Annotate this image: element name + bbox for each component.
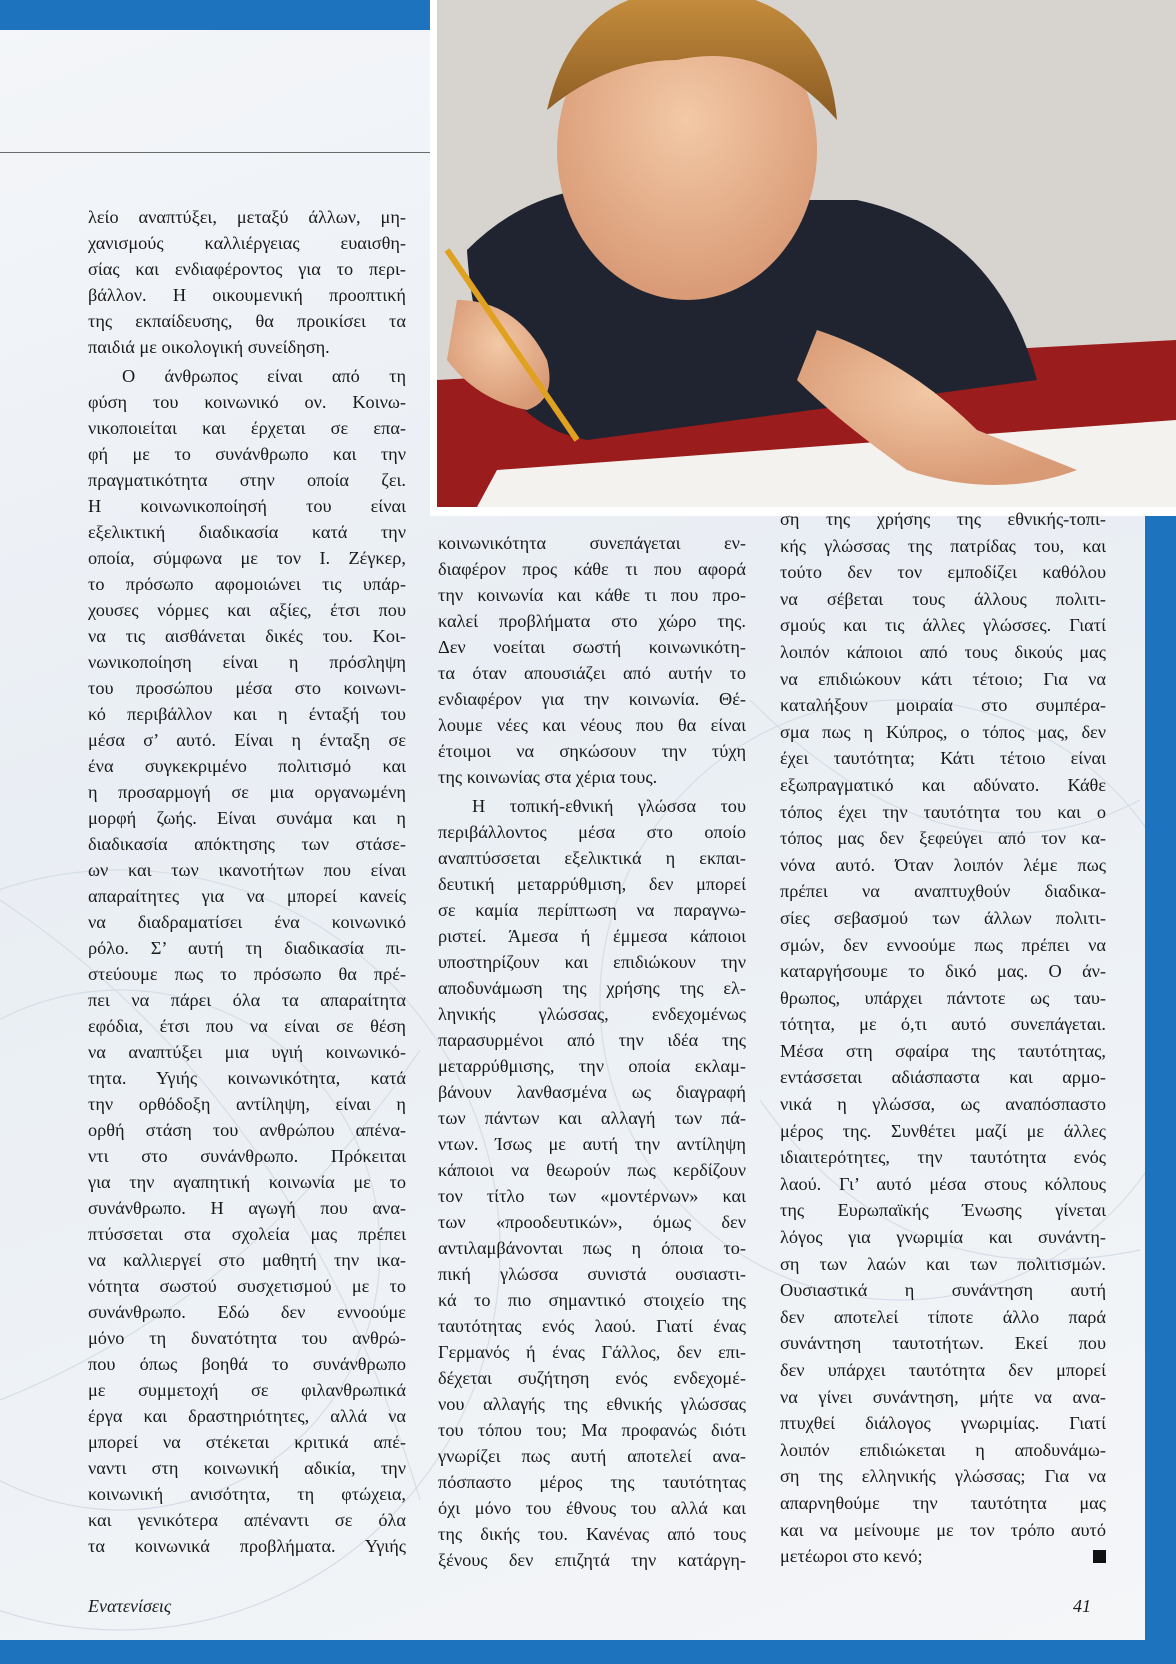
text-line: φή με το συνάνθρωπο και την [88,444,406,464]
text-line: ντων. Ίσως με αυτή την αντίληψη [438,1134,746,1154]
text-line: απαρνηθούμε την ταυτότητα μας [780,1492,1106,1513]
text-line: τότητα, με ό,τι αυτό συνεπάγεται. [780,1014,1106,1035]
text-line: να καλλιεργεί στο μαθητή την ικα- [88,1250,406,1270]
text-line: ταυτότητας ενός λαού. Γιατί ένας [438,1316,746,1336]
text-line: των πάντων και αλλαγή των πά- [438,1108,746,1128]
text-line: αναπτύσσεται εξελικτικά η εκπαι- [438,848,746,868]
text-line: δευτική μεταρρύθμιση, δεν μπορεί [438,874,746,894]
paragraph [438,530,746,790]
text-line: χουσες νόρμες και αξίες, έτσι που [88,600,406,620]
text-line: Ουσιαστικά η συνάντηση αυτή [780,1280,1106,1301]
text-line: να αναπτύξει μια υγιή κοινωνικό- [88,1042,406,1062]
text-line: τούτο δεν τον εμποδίζει καθόλου [780,562,1106,583]
text-line: ναντι στη κοινωνική αδικία, την [88,1458,406,1478]
bottom-accent-bar [0,1640,1176,1664]
text-line: διαφέρον προς κάθε τι που αφορά [438,559,746,579]
text-line: εφόδια, έτσι που να είναι σε θέση [88,1016,406,1036]
text-line: και να μείνουμε με τον τρόπο αυτό [780,1519,1106,1540]
text-line: εντάσσεται αδιάσπαστα και αρμο- [780,1067,1106,1088]
article-column-1 [88,204,406,1562]
text-line: τα κοινωνικά προβλήματα. Υγιής [88,1536,406,1556]
text-line: σμών, δεν εννοούμε πως πρέπει να [780,934,1106,955]
text-line: για την αγαπητική κοινωνία με το [88,1172,406,1192]
text-line: νόνα αυτό. Όταν λοιπόν λέμε πως [780,854,1106,875]
text-line: νωνικοποίηση είναι η πρόσληψη [88,652,406,672]
text-line: να επιδιώκουν κάτι τέτοιο; Για να [780,668,1106,689]
text-line: μπορεί να στέκεται κριτικά απέ- [88,1432,406,1452]
text-line: εξωπραγματικό και αδύνατο. Κάθε [780,774,1106,795]
text-line: δεν αποτελεί τίποτε άλλο παρά [780,1306,1106,1327]
text-line: υποστηρίζουν και επιδιώκουν την [438,952,746,972]
text-line: ορθή στάση του ανθρώπου απένα- [88,1120,406,1140]
end-of-article-mark-icon [1093,1550,1106,1563]
text-line: ρόλο. Σ’ αυτή τη διαδικασία πι- [88,938,406,958]
text-line: ση της χρήσης της εθνικής-τοπι- [780,509,1106,529]
paragraph [88,204,406,360]
publication-name: Ενατενίσεις [88,1596,172,1616]
text-line: νου αλλαγής της εθνικής γλώσσας [438,1394,746,1414]
text-line: την ορθόδοξη αντίληψη, είναι η [88,1094,406,1114]
article-photo [437,0,1176,507]
text-line: θρωπος, υπάρχει πάντοτε ως ταυ- [780,987,1106,1008]
text-line: σμούς και τις άλλες γλώσσες. Γιατί [780,615,1106,636]
text-line: μόνο τη δυνατότητα του ανθρώ- [88,1328,406,1348]
text-line: τόπος μας δεν ξεφεύγει από τον κα- [780,828,1106,849]
text-line: κής γλώσσας της πατρίδας του, και [780,535,1106,556]
text-line: έργα και δραστηριότητες, αλλά να [88,1406,406,1426]
text-line: σε καμία περίπτωση να παραγνω- [438,900,746,920]
article-column-2 [438,530,746,1576]
text-line: να τις αισθάνεται δικές του. Κοι- [88,626,406,646]
text-line: ων και των ικανοτήτων που είναι [88,860,406,880]
text-line: πραγματικότητα στην οποία ζει. [88,470,406,490]
text-line: ένα συγκεκριμένο πολιτισμό και [88,756,406,776]
text-line: χανισμούς καλλιέργειας ευαισθη- [88,233,406,253]
text-line: τον τίτλο των «μοντέρνων» και [438,1186,746,1206]
text-line: τόπος έχει την ταυτότητα του και ο [780,801,1106,822]
text-line: πρέπει να αναπτυχθούν διαδικα- [780,881,1106,902]
text-line: ιδιαιτερότητες, την ταυτότητα ενός [780,1147,1106,1168]
text-line: κάποιοι να θεωρούν πως κερδίζουν [438,1160,746,1180]
text-line: της δικής του. Κανένας από τους [438,1524,746,1544]
text-line: λόγος για γνωριμία και συνάντη- [780,1227,1106,1248]
text-line: καταργήσουμε το δικό μας. Ο άν- [780,961,1106,982]
text-line: περιβάλλοντος μέσα στο οποίο [438,822,746,842]
text-line: την κοινωνία και κάθε τι που προ- [438,585,746,605]
text-line: Δεν νοείται σωστή κοινωνικότη- [438,637,746,657]
text-line: καταλήξουν μοιραία στο συμπέρα- [780,695,1106,716]
text-line: δέχεται συζήτηση ενός ενδεχομέ- [438,1368,746,1388]
text-line: λείο αναπτύξει, μεταξύ άλλων, μη- [88,207,406,227]
text-line: πτυχθεί διάλογος γνωριμίας. Γιατί [780,1413,1106,1434]
text-line: συνάνθρωπο. Εδώ δεν εννοούμε [88,1302,406,1322]
text-line: συνάντηση ταυτοτήτων. Εκεί που [780,1333,1106,1354]
paragraph [438,793,746,1573]
text-line: μέσα σ’ αυτό. Είναι η ένταξη σε [88,730,406,750]
text-line: όχι μόνο του έθνους του αλλά και [438,1498,746,1518]
text-line: του τόπου του; Μα προφανώς διότι [438,1420,746,1440]
text-line: βάλλον. Η οικουμενική προοπτική [88,285,406,305]
text-line: των «προοδευτικών», όμως δεν [438,1212,746,1232]
text-line: εξελικτική διαδικασία κατά την [88,522,406,542]
text-line: αντιλαμβάνονται πως η όποια το- [438,1238,746,1258]
text-line: της Ευρωπαϊκής Ένωσης γίνεται [780,1200,1106,1221]
text-line: ριστεί. Άμεσα ή έμμεσα κάποιοι [438,926,746,946]
text-line: αποδυνάμωση της χρήσης της ελ- [438,978,746,998]
text-line: τητα. Υγιής κοινωνικότητα, κατά [88,1068,406,1088]
text-line: στεύουμε πως το πρόσωπο θα πρέ- [88,964,406,984]
text-line: το πρόσωπο αφομοιώνει τις υπάρ- [88,574,406,594]
text-line: Η κοινωνικοποίησή του είναι [88,496,406,516]
text-line: σμα πως η Κύπρος, ο τόπος μας, δεν [780,721,1106,742]
text-line: μέρος της. Συνθέτει μαζί με άλλες [780,1120,1106,1141]
right-accent-strip [1145,516,1176,1664]
text-line: να σέβεται τους άλλους πολιτι- [780,588,1106,609]
text-line: πόσπαστο μέρος της ταυτότητας [438,1472,746,1492]
text-line: και γενικότερα απέναντι σε όλα [88,1510,406,1530]
text-line: συνάνθρωπο. Η αγωγή που ανα- [88,1198,406,1218]
text-line: απαραίτητες για να μπορεί κανείς [88,886,406,906]
text-line: λοιπόν κάποιοι από τους δικούς μας [780,641,1106,662]
text-line: ση των λαών και των πολιτισμών. [780,1253,1106,1274]
page-number: 41 [1073,1596,1091,1616]
text-line: Ο άνθρωπος είναι από τη [122,366,406,386]
text-line: ντι στο συνάνθρωπο. Πρόκειται [88,1146,406,1166]
text-line: κά το πιο σημαντικό στοιχείο της [438,1290,746,1310]
text-line: του προσώπου μέσα στο κοινωνι- [88,678,406,698]
paragraph [88,363,406,1559]
text-line: κοινωνική ανισότητα, τη φτώχεια, [88,1484,406,1504]
text-line: Η τοπική-εθνική γλώσσα του [472,796,746,816]
text-line: λοιπόν επιδιώκεται η αποδυνάμω- [780,1439,1106,1460]
text-line: πει να πάρει όλα τα απαραίτητα [88,990,406,1010]
text-line: νικά η γλώσσα, ως αναπόσπαστο [780,1094,1106,1115]
text-line: έτοιμοι να σηκώσουν την τύχη [438,741,746,761]
text-line: με συμμετοχή σε φιλανθρωπικά [88,1380,406,1400]
text-line: νότητα σωστού συσχετισμού με το [88,1276,406,1296]
text-line: Μέσα στη σφαίρα της ταυτότητας, [780,1040,1106,1061]
text-line: παρασυρμένοι από την ιδέα της [438,1030,746,1050]
text-line: της κοινωνίας στα χέρια τους. [438,767,658,787]
text-line: ληνικής γλώσσας, ενδεχομένως [438,1004,746,1024]
text-line: ξένους δεν επιζητά την κατάργη- [438,1550,746,1570]
text-line: σίας και ενδιαφέροντος για το περι- [88,259,406,279]
text-line: πική γλώσσα συνιστά ουσιαστι- [438,1264,746,1284]
text-line: σίες σεβασμού των άλλων πολιτι- [780,907,1106,928]
text-line: που όπως βοηθά το συνάνθρωπο [88,1354,406,1374]
last-line-wrap [780,1543,1106,1570]
text-line: παιδιά με οικολογική συνείδηση. [88,337,330,357]
text-line: να διαδραματίσει ένα κοινωνικό [88,912,406,932]
header-divider [0,152,430,153]
text-line: κοινωνικότητα συνεπάγεται εν- [438,533,746,553]
text-line: ενδιαφέρον για την κοινωνία. Θέ- [438,689,746,709]
text-line: μετέωροι στο κενό; [780,1546,923,1567]
text-line: μεταρρύθμισης, την οποία εκλαμ- [438,1056,746,1076]
text-line: τα όταν απουσιάζει από αυτήν το [438,663,746,683]
boy-writing-illustration [437,0,1176,507]
text-line: καλεί προβλήματα στο χώρο της. [438,611,746,631]
text-line: Γερμανός ή ένας Γάλλος, δεν επι- [438,1342,746,1362]
text-line: πτύσσεται στα σχολεία μας πρέπει [88,1224,406,1244]
text-line: ση της ελληνικής γλώσσας; Για να [780,1466,1106,1487]
text-line: λαού. Γι’ αυτό μέσα στους κόλπους [780,1173,1106,1194]
article-column-3 [780,506,1106,1573]
text-line: μορφή ζωής. Είναι συνάμα και η [88,808,406,828]
text-line: οποία, σύμφωνα με τον Ι. Ζέγκερ, [88,548,406,568]
text-line: λουμε νέες και νέους που θα είναι [438,715,746,735]
text-line: φύση του κοινωνικό ον. Κοινω- [88,392,406,412]
text-line: της εκπαίδευσης, θα προικίσει τα [88,311,406,331]
text-line: η προσαρμογή σε μια οργανωμένη [88,782,406,802]
text-line: να γίνει συνάντηση, μήτε να ανα- [780,1386,1106,1407]
text-line: έχει ταυτότητα; Κάτι τέτοιο είναι [780,748,1106,769]
text-line: κό περιβάλλον και η ένταξή του [88,704,406,724]
text-line: διαδικασία απόκτησης των στάσε- [88,834,406,854]
text-line: νικοποιείται και έρχεται σε επα- [88,418,406,438]
paragraph [780,506,1106,1570]
top-accent-bar [0,0,430,30]
text-line: βάνουν λανθασμένα ως διαγραφή [438,1082,746,1102]
text-line: δεν υπάρχει ταυτότητα δεν μπορεί [780,1360,1106,1380]
text-line: γνωρίζει πως αυτή αποτελεί ανα- [438,1446,746,1466]
